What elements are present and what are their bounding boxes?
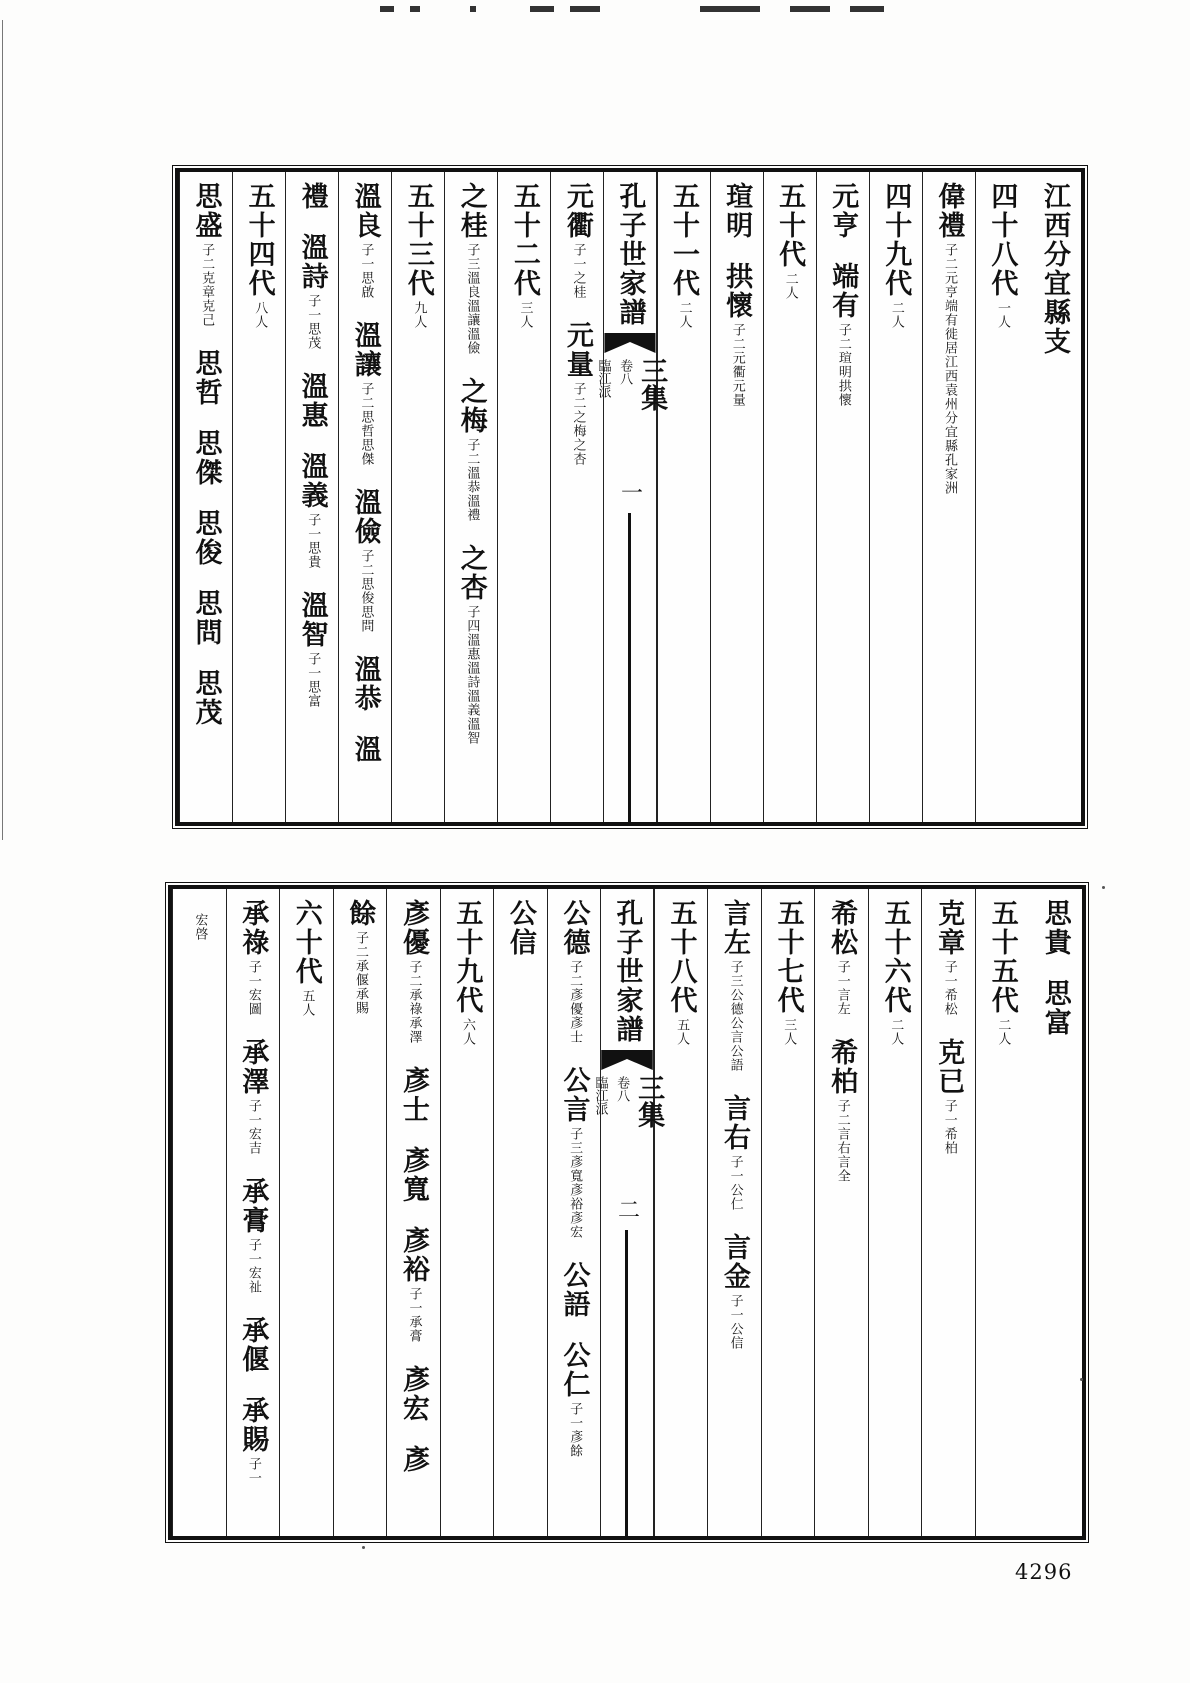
person-name: 五十一代 — [668, 182, 700, 298]
person-name: 偉禮 — [933, 182, 965, 240]
annotation-note: 宏啓 — [192, 913, 208, 941]
text-column — [333, 889, 387, 1536]
person-name: 公語 — [558, 1261, 590, 1319]
text-column — [761, 889, 815, 1536]
annotation-note: 五人 — [674, 1018, 690, 1046]
annotation-note: 子二克章克己 — [199, 243, 215, 327]
person-name: 四十八代 — [986, 182, 1018, 298]
annotation-note: 子二元亨端有徙居江西袁州分宜縣孔家洲 — [941, 243, 957, 495]
person-name: 溫 — [349, 735, 381, 764]
person-name: 禮 — [296, 182, 328, 211]
scan-speck — [1080, 1378, 1083, 1381]
annotation-note: 二人 — [676, 301, 692, 329]
annotation-note: 子一宏吉 — [245, 1099, 261, 1155]
text-column — [975, 172, 1028, 822]
volume-name: 三集 — [633, 1074, 665, 1128]
annotation-note: 子二言右言全 — [834, 1099, 850, 1183]
text-column — [386, 889, 440, 1536]
scan-fold-line — [2, 20, 3, 840]
person-name: 溫智 — [296, 591, 328, 649]
text-column — [710, 172, 763, 822]
text-column — [338, 172, 391, 822]
scan-artifact — [230, 6, 950, 16]
person-name: 彥寬 — [397, 1146, 429, 1204]
text-column — [921, 889, 975, 1536]
text-column — [1028, 172, 1081, 822]
annotation-note: 子一希松 — [941, 960, 957, 1016]
person-name: 彥優 — [397, 899, 429, 957]
annotation-note: 五人 — [299, 989, 315, 1017]
person-name: 溫詩 — [296, 233, 328, 291]
person-name: 端有 — [827, 262, 859, 320]
person-name: 彥裕 — [397, 1226, 429, 1284]
annotation-note: 二人 — [888, 301, 904, 329]
juan-label: 卷八 — [617, 359, 633, 385]
text-column — [922, 172, 975, 822]
genealogy-page-2 — [168, 885, 1086, 1540]
person-name: 溫讓 — [349, 321, 381, 379]
person-name: 六十代 — [290, 899, 322, 986]
person-name: 思貴 — [1039, 899, 1071, 957]
annotation-note: 子二思哲思傑 — [358, 382, 374, 466]
person-name: 四十九代 — [880, 182, 912, 298]
person-name: 拱懷 — [721, 262, 753, 320]
annotation-note: 子一思茂 — [305, 294, 321, 350]
text-column — [440, 889, 494, 1536]
annotation-note: 子一公仁 — [727, 1155, 743, 1211]
annotation-note: 子二瑄明拱懷 — [835, 323, 851, 407]
page-number: 4296 — [1015, 1560, 1073, 1584]
person-name: 思哲 — [190, 349, 222, 407]
person-name: 五十六代 — [879, 899, 911, 1015]
text-column — [179, 172, 232, 822]
book-spine-column — [592, 889, 665, 1536]
person-name: 彥宏 — [397, 1365, 429, 1423]
text-column — [763, 172, 816, 822]
person-name: 克章 — [933, 899, 965, 957]
text-column — [493, 889, 547, 1536]
annotation-note: 子一希柏 — [941, 1099, 957, 1155]
person-name: 彥士 — [397, 1066, 429, 1124]
leaf-number: 一 — [617, 481, 643, 503]
annotation-note: 子一言左 — [834, 960, 850, 1016]
volume-name: 三集 — [636, 357, 668, 411]
text-column — [1028, 889, 1082, 1536]
person-name: 承祿 — [237, 899, 269, 957]
person-name: 希柏 — [826, 1038, 858, 1096]
person-name: 之梅 — [455, 377, 487, 435]
annotation-note: 子二溫恭溫禮 — [464, 438, 480, 522]
genealogy-page-1 — [175, 168, 1085, 826]
annotation-note: 三人 — [781, 1018, 797, 1046]
person-name: 溫恭 — [349, 655, 381, 713]
annotation-note: 子三彥寬彥裕彥宏 — [567, 1127, 583, 1239]
book-spine-column — [595, 172, 668, 822]
annotation-note: 子一思富 — [305, 652, 321, 708]
person-name: 公仁 — [558, 1341, 590, 1399]
leaf-number: 二 — [614, 1198, 640, 1220]
text-column — [172, 889, 226, 1536]
annotation-note: 八人 — [252, 301, 268, 329]
annotation-note: 一人 — [995, 301, 1011, 329]
annotation-note: 子一思啟 — [358, 243, 374, 299]
annotation-note: 二人 — [782, 272, 798, 300]
text-column — [654, 889, 708, 1536]
person-name: 承賜 — [237, 1396, 269, 1454]
annotation-note: 子一承膏 — [406, 1287, 422, 1343]
annotation-note: 二人 — [995, 1018, 1011, 1046]
book-title: 孔子世家譜 — [611, 899, 643, 1044]
spine-bar — [625, 1230, 628, 1536]
person-name: 元衢 — [561, 182, 593, 240]
person-name: 言右 — [719, 1094, 751, 1152]
person-name: 承澤 — [237, 1038, 269, 1096]
person-name: 思茂 — [190, 669, 222, 727]
fishtail-mark — [604, 333, 655, 353]
annotation-note: 子一宏圖 — [245, 960, 261, 1016]
scan-speck — [362, 1546, 365, 1549]
person-name: 之桂 — [455, 182, 487, 240]
volume-line — [595, 357, 668, 411]
fishtail-mark — [601, 1050, 653, 1070]
annotation-note: 子二之梅之杏 — [570, 382, 586, 466]
spine-bar — [628, 513, 631, 822]
person-name: 言金 — [719, 1233, 751, 1291]
person-name: 承偃 — [237, 1316, 269, 1374]
annotation-note: 子二元衢元量 — [729, 323, 745, 407]
person-name: 元量 — [561, 321, 593, 379]
annotation-note: 子一之桂 — [570, 243, 586, 299]
person-name: 五十代 — [774, 182, 806, 269]
volume-line — [592, 1074, 665, 1128]
person-name: 溫儉 — [349, 488, 381, 546]
text-column — [444, 172, 497, 822]
text-column — [232, 172, 285, 822]
text-column — [814, 889, 868, 1536]
annotation-note: 子一彥餘 — [567, 1402, 583, 1458]
person-name: 溫惠 — [296, 372, 328, 430]
text-column — [226, 889, 280, 1536]
text-column — [391, 172, 444, 822]
annotation-note: 子一宏祉 — [245, 1238, 261, 1294]
person-name: 思富 — [1039, 979, 1071, 1037]
person-name: 瑄明 — [721, 182, 753, 240]
annotation-note: 子三溫良溫讓溫儉 — [464, 243, 480, 355]
text-column — [285, 172, 338, 822]
person-name: 餘 — [344, 899, 376, 928]
annotation-note: 子二彥優彥士 — [567, 960, 583, 1044]
text-column — [868, 889, 922, 1536]
annotation-note: 九人 — [411, 301, 427, 329]
person-name: 五十八代 — [665, 899, 697, 1015]
annotation-note: 子一公信 — [727, 1294, 743, 1350]
annotation-note: 子三公德公言公語 — [727, 960, 743, 1072]
person-name: 希松 — [826, 899, 858, 957]
person-name: 言左 — [719, 899, 751, 957]
text-column — [279, 889, 333, 1536]
person-name: 彥 — [397, 1445, 429, 1474]
person-name: 溫義 — [296, 452, 328, 510]
person-name: 五十三代 — [402, 182, 434, 298]
text-column — [547, 889, 601, 1536]
juan-label: 卷八 — [614, 1076, 630, 1102]
text-column — [816, 172, 869, 822]
person-name: 五十七代 — [772, 899, 804, 1015]
text-column — [550, 172, 603, 822]
book-title: 孔子世家譜 — [614, 182, 646, 327]
person-name: 溫良 — [349, 182, 381, 240]
text-column — [869, 172, 922, 822]
person-name: 公德 — [558, 899, 590, 957]
person-name: 五十九代 — [451, 899, 483, 1015]
person-name: 五十五代 — [986, 899, 1018, 1015]
text-column — [707, 889, 761, 1536]
annotation-note: 子一 — [245, 1457, 261, 1485]
scan-speck — [1102, 886, 1105, 889]
annotation-note: 子四溫惠溫詩溫義溫智 — [464, 605, 480, 745]
text-column — [975, 889, 1029, 1536]
person-name: 江西分宜縣支 — [1038, 182, 1070, 356]
person-name: 五十二代 — [508, 182, 540, 298]
annotation-note: 三人 — [517, 301, 533, 329]
annotation-note: 二人 — [888, 1018, 904, 1046]
person-name: 元亨 — [827, 182, 859, 240]
person-name: 公信 — [504, 899, 536, 957]
person-name: 承膏 — [237, 1177, 269, 1235]
person-name: 之杏 — [455, 544, 487, 602]
annotation-note: 子一思貴 — [305, 513, 321, 569]
annotation-note: 六人 — [460, 1018, 476, 1046]
person-name: 思傑 — [190, 429, 222, 487]
branch-label: 臨江派 — [592, 1076, 608, 1115]
person-name: 公言 — [558, 1066, 590, 1124]
person-name: 克已 — [933, 1038, 965, 1096]
branch-label: 臨江派 — [595, 359, 611, 398]
person-name: 五十四代 — [243, 182, 275, 298]
person-name: 思問 — [190, 589, 222, 647]
annotation-note: 子二承祿承澤 — [406, 960, 422, 1044]
annotation-note: 子二思俊思問 — [358, 549, 374, 633]
annotation-note: 子二承偃承賜 — [352, 931, 368, 1015]
person-name: 思俊 — [190, 509, 222, 567]
text-column — [497, 172, 550, 822]
person-name: 思盛 — [190, 182, 222, 240]
text-column — [657, 172, 710, 822]
